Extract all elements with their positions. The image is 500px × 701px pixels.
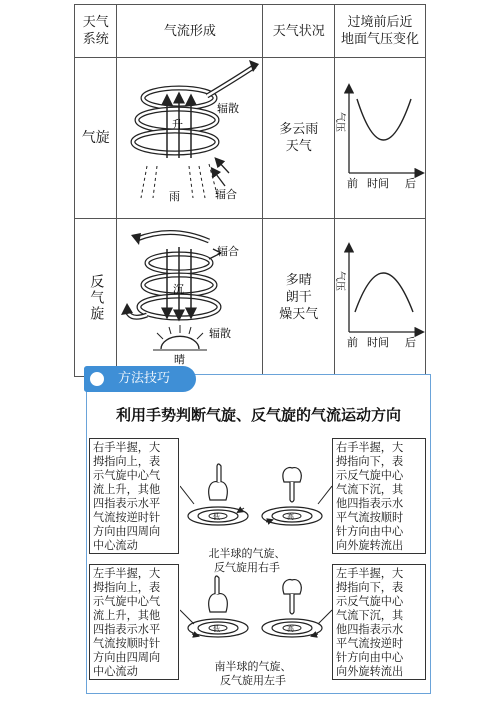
header-weather: 天气状况 <box>263 5 335 58</box>
system-anticyclone <box>75 219 117 377</box>
caption-line: 北半球的气旋、 <box>208 547 286 560</box>
weather-cyclone-line2: 天气 <box>285 139 312 154</box>
method-title: 利用手势判断气旋、反气旋的气流运动方向 <box>115 406 401 424</box>
label-rain: 雨 <box>169 190 181 203</box>
header-pressure-line2: 地面气压变化 <box>340 32 419 47</box>
center-high-nh: 高 <box>287 513 294 521</box>
box-line: 四指表示水平 <box>93 497 161 510</box>
weather-anticyclone-line1: 多晴 <box>285 273 312 288</box>
header-system <box>75 5 117 58</box>
box-line: 针方向由中心 <box>336 525 404 538</box>
label-rise: 升 <box>172 118 184 131</box>
weather-anticyclone-line3: 燥天气 <box>279 307 319 322</box>
flow-anticyclone-cell <box>117 219 263 377</box>
label-sunny: 晴 <box>174 353 186 366</box>
box-line: 流上升，其他 <box>93 483 161 496</box>
pressure-graph-anticyclone <box>335 240 425 350</box>
label-sink: 沉 <box>173 283 185 296</box>
pressure-curve-valley <box>357 99 411 140</box>
box-line: 右手半握，大 <box>336 441 404 454</box>
xtick-after: 后 <box>405 176 416 190</box>
weather-anticyclone-line2: 朗干 <box>285 290 312 305</box>
xtick-after-anti: 后 <box>405 336 416 349</box>
pressure-curve-peak <box>355 273 413 312</box>
pencil-icon <box>88 370 106 388</box>
box-line: 平气流按逆时 <box>336 637 404 650</box>
xtick-time-anti: 时间 <box>367 336 389 349</box>
box-line: 方向由四周向 <box>93 525 161 538</box>
xtick-before: 前 <box>347 176 358 190</box>
box-line: 左手半握，大 <box>336 567 404 580</box>
box-line: 气流下沉，其 <box>336 609 404 622</box>
caption-north <box>192 547 302 575</box>
box-nh-anticyclone <box>332 438 426 554</box>
center-low-nh: 低 <box>213 513 220 521</box>
label-converge: 辐合 <box>215 188 238 201</box>
method-badge: 方法技巧 <box>84 366 196 392</box>
header-pressure <box>335 5 426 58</box>
box-nh-cyclone <box>89 438 179 554</box>
box-line: 中心流动 <box>93 539 138 552</box>
xtick-before-anti: 前 <box>347 336 358 349</box>
box-line: 示反气旋中心 <box>336 595 404 608</box>
pressure-anticyclone-cell <box>335 219 426 377</box>
box-line: 示气旋中心气 <box>93 469 161 482</box>
anticyclone-flow-diagram <box>117 219 262 371</box>
header-pressure-line1: 过境前后近 <box>347 15 413 30</box>
center-low-sh: 低 <box>213 625 220 633</box>
box-line: 他四指表示水 <box>336 497 404 510</box>
caption-line: 反气旋用右手 <box>214 561 280 574</box>
header-system-line1: 天气 <box>82 15 109 30</box>
box-line: 气流按顺时针 <box>93 637 161 650</box>
table-row-anticyclone <box>75 219 426 377</box>
box-sh-cyclone <box>89 564 179 680</box>
box-line: 他四指表示水 <box>336 623 404 636</box>
box-line: 向外旋转流出 <box>336 665 404 678</box>
weather-cyclone-line1: 多云雨 <box>279 122 319 137</box>
box-line: 拇指向下，表 <box>336 581 404 594</box>
box-line: 右手半握，大 <box>93 441 161 454</box>
cyclone-flow-diagram <box>117 58 262 213</box>
weather-cyclone <box>263 58 335 219</box>
box-line: 拇指向上，表 <box>93 581 161 594</box>
system-anticyclone-text: 反气旋 <box>88 273 105 322</box>
flow-cyclone-cell <box>117 58 263 219</box>
box-line: 拇指向下，表 <box>336 455 404 468</box>
xtick-time: 时间 <box>367 176 389 190</box>
box-line: 气流按逆时针 <box>93 511 161 524</box>
pressure-cyclone-cell <box>335 58 426 219</box>
label-converge-anti: 辐合 <box>217 245 240 258</box>
caption-south <box>198 660 308 688</box>
pressure-ylabel-anti: 气压 <box>335 271 345 291</box>
box-line: 向外旋转流出 <box>336 539 404 552</box>
table-row-cyclone <box>75 58 426 219</box>
box-line: 平气流按顺时 <box>336 511 404 524</box>
label-diverge: 辐散 <box>217 102 240 115</box>
label-diverge-anti: 辐散 <box>209 327 232 340</box>
box-line: 示反气旋中心 <box>336 469 404 482</box>
header-system-line2: 系统 <box>82 32 109 47</box>
caption-line: 反气旋用左手 <box>220 674 286 687</box>
caption-line: 南半球的气旋、 <box>214 660 292 673</box>
box-line: 拇指向上，表 <box>93 455 161 468</box>
box-line: 中心流动 <box>93 665 138 678</box>
box-line: 左手半握，大 <box>93 567 161 580</box>
box-sh-anticyclone <box>332 564 426 680</box>
box-line: 流上升，其他 <box>93 609 161 622</box>
pressure-ylabel: 气压 <box>335 111 345 132</box>
box-line: 气流下沉，其 <box>336 483 404 496</box>
pressure-graph-cyclone <box>335 81 425 191</box>
system-cyclone: 气旋 <box>75 58 117 219</box>
weather-anticyclone <box>263 219 335 377</box>
box-line: 四指表示水平 <box>93 623 161 636</box>
weather-system-table <box>74 4 426 377</box>
center-high-sh: 高 <box>287 625 294 633</box>
box-line: 方向由四周向 <box>93 651 161 664</box>
header-flow: 气流形成 <box>117 5 263 58</box>
box-line: 示气旋中心气 <box>93 595 161 608</box>
box-line: 针方向由中心 <box>336 651 404 664</box>
